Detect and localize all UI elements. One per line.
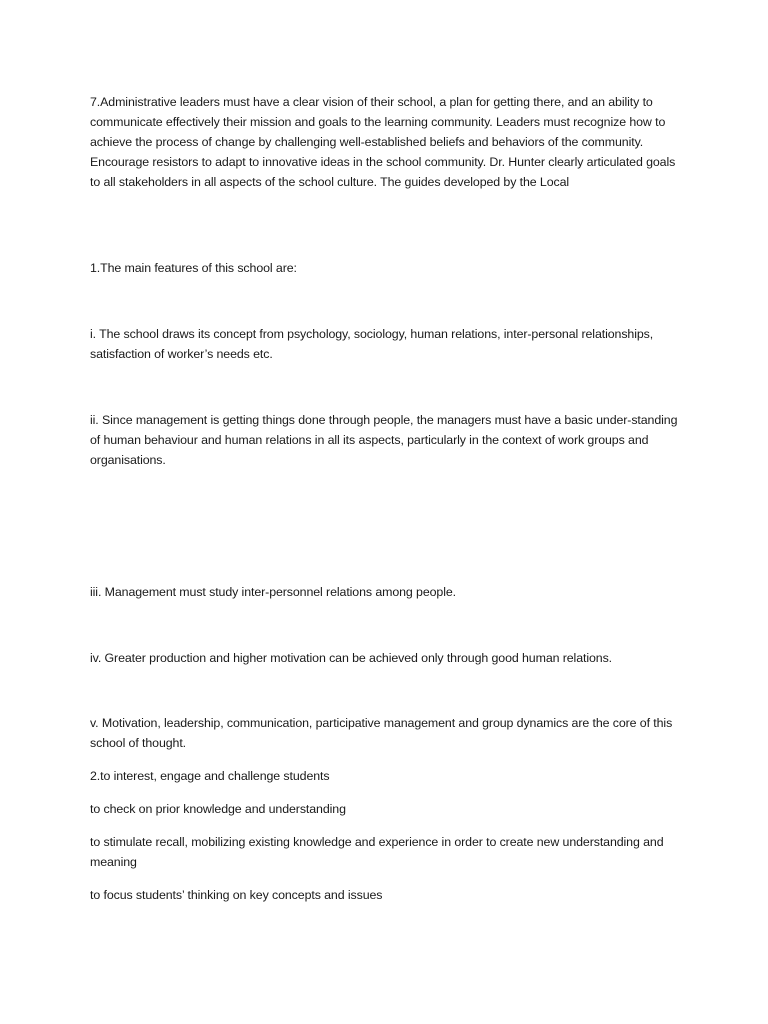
goal-item: to focus students’ thinking on key concepts and issues bbox=[90, 888, 383, 902]
features-heading: 1.The main features of this school are: bbox=[90, 261, 297, 275]
goal-item: 2.to interest, engage and challenge students bbox=[90, 769, 330, 783]
goal-item: to stimulate recall, mobilizing existing knowledge and experience in order to create new understanding and meaning bbox=[90, 835, 664, 869]
feature-item: iii. Management must study inter-personnel relations among people. bbox=[90, 585, 457, 599]
goal-item: to check on prior knowledge and understanding bbox=[90, 802, 346, 816]
intro-paragraph: 7.Administrative leaders must have a clear vision of their school, a plan for getting there, and an ability to communicate effectively their mission and goals to the learning community. Leaders must recognize how to achieve the process of change by challenging well-established beliefs and behaviors of the community. Encourage resistors to adapt to innovative ideas in the school community. Dr. Hunter clearly articulated goals to all stakeholders in all aspects of the school culture. The guides developed by the Local bbox=[90, 95, 676, 189]
feature-item: v. Motivation, leadership, communication, participative management and group dynamics are the core of this school of thought. bbox=[90, 716, 673, 750]
feature-item: ii. Since management is getting things done through people, the managers must have a basic under-standing of human behaviour and human relations in all its aspects, particularly in the context of work groups and organisations. bbox=[90, 413, 678, 467]
feature-item: iv. Greater production and higher motivation can be achieved only through good human relations. bbox=[90, 651, 613, 665]
feature-item: i. The school draws its concept from psychology, sociology, human relations, inter-personal relationships, satisfaction of worker’s needs etc. bbox=[90, 327, 654, 361]
